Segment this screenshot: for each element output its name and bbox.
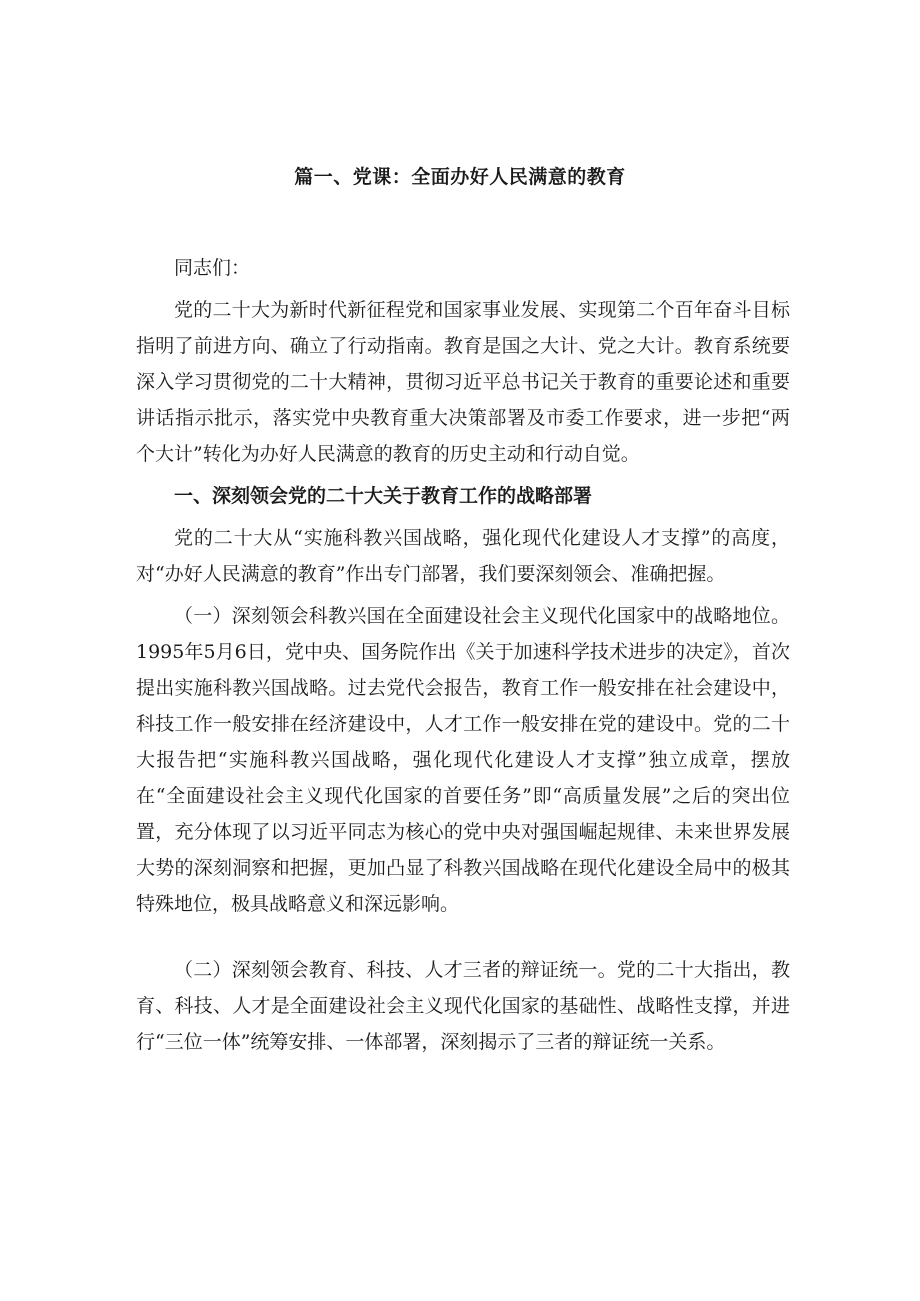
intro-paragraph: 党的二十大为新时代新征程党和国家事业发展、实现第二个百年奋斗目标指明了前进方向、确立了行动指南。教育是国之大计、党之大计。教育系统要深入学习贯彻党的二十大精神，贯彻习近平总书记关于教育的重要论述和重要讲话指示批示，落实党中央教育重大决策部署及市委工作要求，进一步把“两个大计”转化为办好人民满意的教育的历史主动和行动自觉。 (136, 299, 790, 465)
document-body (136, 250, 790, 1066)
subsection-1-paragraph: （一）深刻领会科教兴国在全面建设社会主义现代化国家中的战略地位。1995年5月6日，党中央、国务院作出《关于加速科学技术进步的决定》，首次提出实施科教兴国战略。过去党代会报告，教育工作一般安排在社会建设中，科技工作一般安排在经济建设中，人才工作一般安排在党的建设中。党的二十大报告把“实施科教兴国战略，强化现代化建设人才支撑”独立成章，摆放在“全面建设社会主义现代化国家的首要任务”即“高质量发展”之后的突出位置，充分体现了以习近平同志为核心的党中央对强国崛起规律、未来世界发展大势的深刻洞察和把握，更加凸显了科教兴国战略在现代化建设全局中的极其特殊地位，极具战略意义和深远影响。 (136, 605, 790, 915)
document-title: 篇一、党课：全面办好人民满意的教育 (294, 166, 626, 188)
section-heading-1: 一、深刻领会党的二十大关于教育工作的战略部署 (174, 485, 593, 507)
salutation: 同志们： (174, 257, 251, 279)
section-1-paragraph: 党的二十大从“实施科教兴国战略，强化现代化建设人才支撑”的高度，对“办好人民满意的教育”作出专门部署，我们要深刻领会、准确把握。 (136, 527, 790, 585)
subsection-2-paragraph: （二）深刻领会教育、科技、人才三者的辩证统一。党的二十大指出，教育、科技、人才是全面建设社会主义现代化国家的基础性、战略性支撑，并进行“三位一体”统筹安排、一体部署，深刻揭示了三者的辩证统一关系。 (136, 959, 790, 1053)
